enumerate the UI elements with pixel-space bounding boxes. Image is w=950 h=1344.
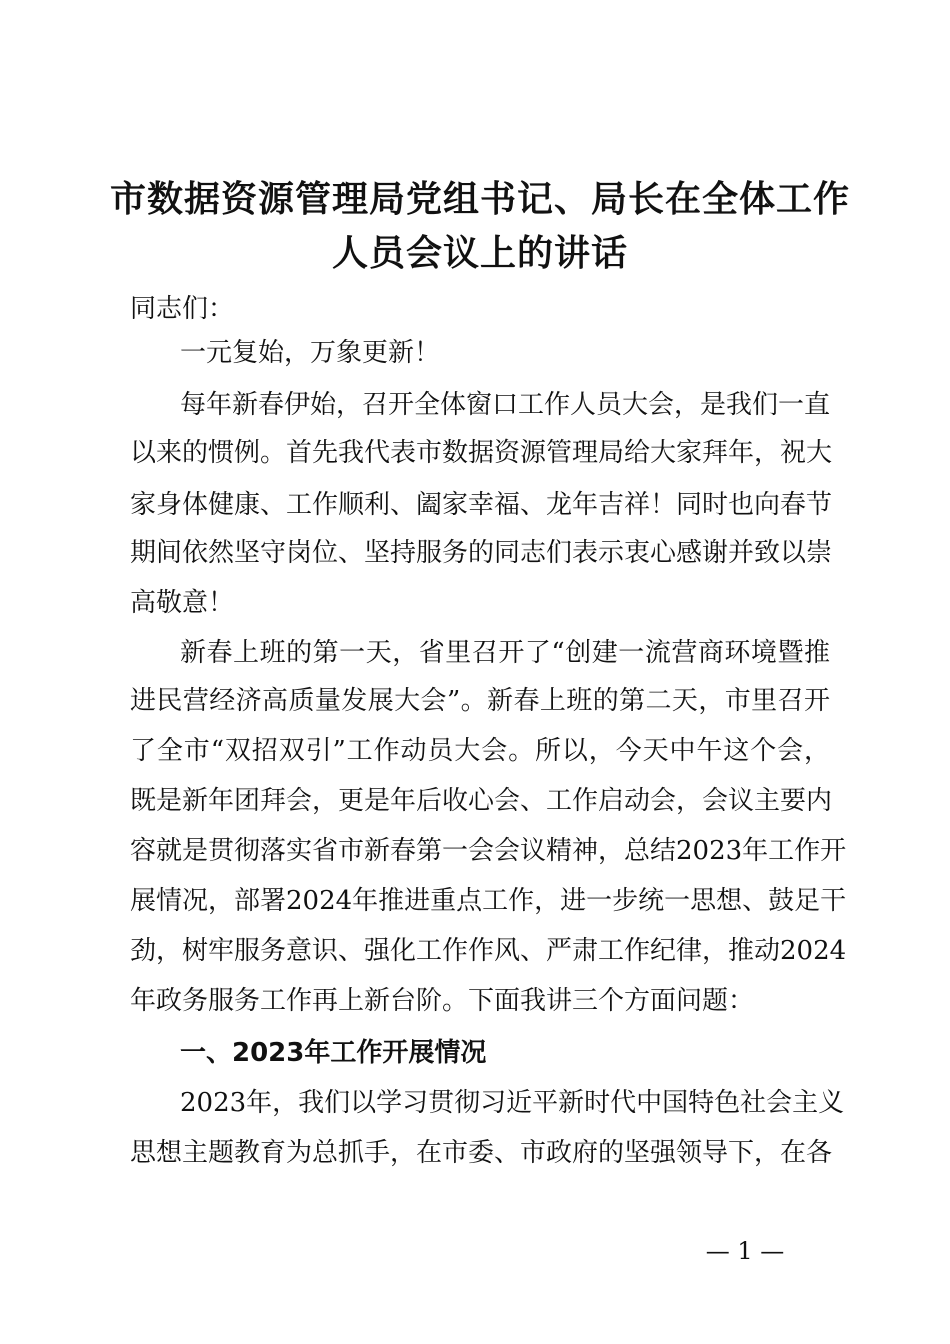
document-title-line-1: 市数据资源管理局党组书记、局长在全体工作 [110,178,851,220]
paragraph-line: 2023年，我们以学习贯彻习近平新时代中国特色社会主义 [180,1088,845,1118]
paragraph-line: 家身体健康、工作顺利、阖家幸福、龙年吉祥！同时也向春节 [130,490,833,520]
paragraph-line: 容就是贯彻落实省市新春第一会会议精神，总结2023年工作开 [130,836,847,866]
salutation: 同志们： [130,294,235,324]
page-number: — 1 — [705,1237,785,1265]
paragraph-line: 劲，树牢服务意识、强化工作作风、严肃工作纪律，推动2024 [130,936,847,966]
section-heading: 一、2023年工作开展情况 [180,1038,487,1068]
paragraph-line: 进民营经济高质量发展大会”。新春上班的第二天，市里召开 [130,686,830,716]
paragraph-line: 以来的惯例。首先我代表市数据资源管理局给大家拜年，祝大 [130,438,833,468]
paragraph-line: 展情况，部署2024年推进重点工作，进一步统一思想、鼓足干 [130,886,847,916]
document-title-line-2: 人员会议上的讲话 [331,232,628,274]
paragraph-line: 了全市“双招双引”工作动员大会。所以，今天中午这个会， [130,736,830,766]
paragraph-line: 年政务服务工作再上新台阶。下面我讲三个方面问题： [130,986,755,1016]
paragraph-line: 每年新春伊始，召开全体窗口工作人员大会，是我们一直 [180,390,831,420]
paragraph-line: 期间依然坚守岗位、坚持服务的同志们表示衷心感谢并致以崇 [130,538,833,568]
paragraph-line: 新春上班的第一天，省里召开了“创建一流营商环境暨推 [180,638,830,668]
paragraph-line: 高敬意！ [130,588,235,618]
paragraph-line: 既是新年团拜会，更是年后收心会、工作启动会，会议主要内 [130,786,833,816]
paragraph-line: 思想主题教育为总抓手，在市委、市政府的坚强领导下，在各 [130,1138,833,1168]
paragraph-line: 一元复始，万象更新！ [180,338,441,368]
